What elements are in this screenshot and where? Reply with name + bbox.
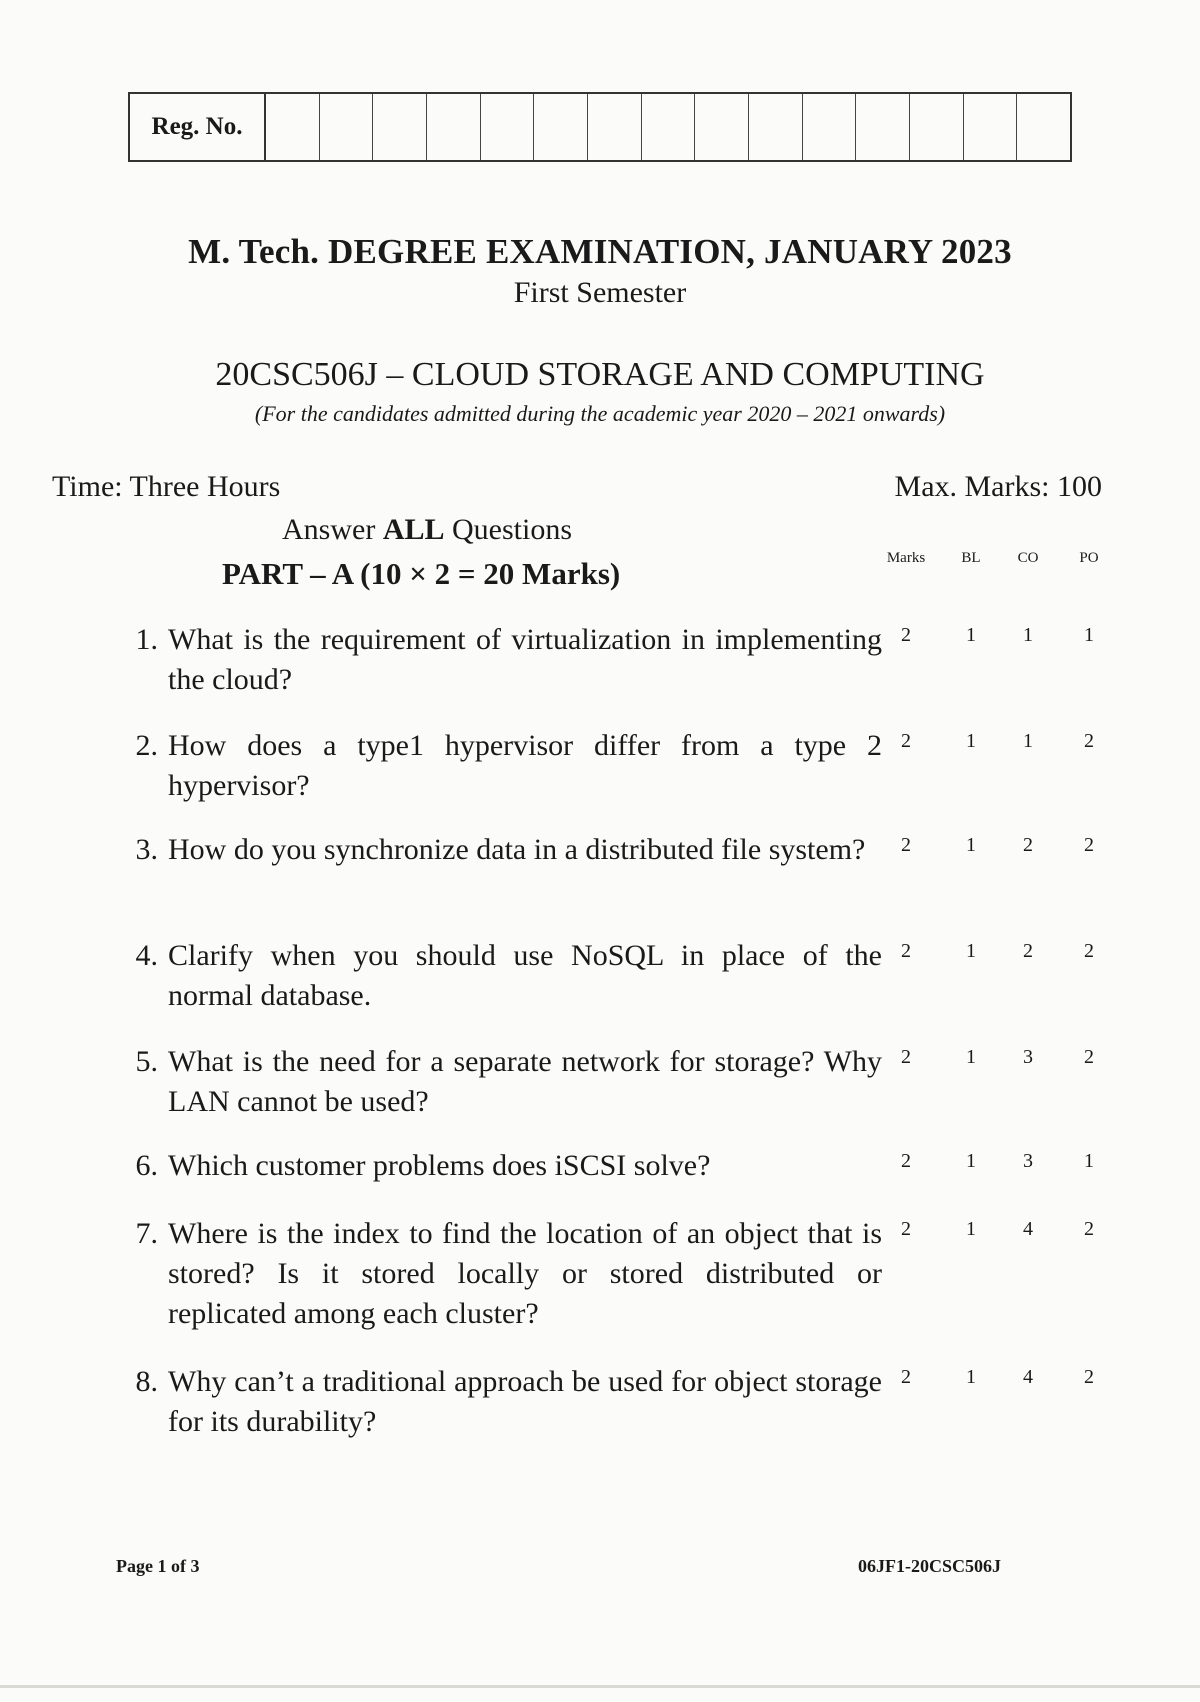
question-bl: 1 bbox=[966, 1218, 976, 1240]
reg-cell bbox=[588, 94, 642, 160]
question-number: 8. bbox=[135, 1365, 158, 1398]
question-marks: 2 bbox=[901, 1218, 911, 1240]
paper-code: 06JF1-20CSC506J bbox=[858, 1556, 1001, 1576]
question-item bbox=[112, 1146, 882, 1186]
question-text: Where is the index to find the location of an object that is stored? Is it stored locally or stored distributed or replicated among each cluster? bbox=[168, 1217, 882, 1330]
question-text: Why can’t a traditional approach be used for object storage for its durability? bbox=[168, 1365, 882, 1438]
question-number: 4. bbox=[135, 939, 158, 972]
reg-cell bbox=[695, 94, 749, 160]
question-marks: 2 bbox=[901, 1366, 911, 1388]
column-header-marks: Marks bbox=[886, 550, 926, 566]
question-text: What is the requirement of virtualization in implementing the cloud? bbox=[168, 623, 882, 696]
question-text: What is the need for a separate network for storage? Why LAN cannot be used? bbox=[168, 1045, 882, 1118]
answer-prefix: Answer bbox=[282, 513, 383, 546]
page-edge bbox=[0, 1685, 1200, 1688]
reg-cell bbox=[481, 94, 535, 160]
question-co: 2 bbox=[1023, 940, 1033, 962]
question-marks: 2 bbox=[901, 940, 911, 962]
reg-cell bbox=[642, 94, 696, 160]
time-duration: Time: Three Hours bbox=[52, 470, 281, 503]
question-text: How do you synchronize data in a distributed file system? bbox=[168, 833, 866, 866]
exam-title: M. Tech. DEGREE EXAMINATION, JANUARY 2023 bbox=[188, 232, 1012, 271]
question-number: 2. bbox=[135, 729, 158, 762]
reg-cell bbox=[803, 94, 857, 160]
question-co: 4 bbox=[1023, 1218, 1033, 1240]
admitted-note: (For the candidates admitted during the academic year 2020 – 2021 onwards) bbox=[254, 401, 946, 426]
reg-cell bbox=[964, 94, 1018, 160]
question-item bbox=[112, 726, 882, 806]
answer-all: ALL bbox=[382, 513, 445, 546]
question-co: 3 bbox=[1023, 1046, 1033, 1068]
question-bl: 1 bbox=[966, 940, 976, 962]
question-co: 3 bbox=[1023, 1150, 1033, 1172]
question-item bbox=[112, 1042, 882, 1122]
question-item bbox=[112, 1362, 882, 1442]
question-bl: 1 bbox=[966, 1046, 976, 1068]
question-bl: 1 bbox=[966, 1366, 976, 1388]
question-po: 2 bbox=[1084, 1046, 1094, 1068]
question-marks: 2 bbox=[901, 1150, 911, 1172]
column-header-co: CO bbox=[1017, 550, 1039, 566]
question-co: 1 bbox=[1023, 730, 1033, 752]
question-po: 1 bbox=[1084, 624, 1094, 646]
question-bl: 1 bbox=[966, 730, 976, 752]
reg-label: Reg. No. bbox=[130, 94, 266, 160]
reg-cell bbox=[534, 94, 588, 160]
question-number: 5. bbox=[135, 1045, 158, 1078]
question-bl: 1 bbox=[966, 834, 976, 856]
question-po: 1 bbox=[1084, 1150, 1094, 1172]
question-number: 7. bbox=[135, 1217, 158, 1250]
reg-cell bbox=[266, 94, 320, 160]
reg-cell bbox=[320, 94, 374, 160]
reg-cell bbox=[856, 94, 910, 160]
question-co: 4 bbox=[1023, 1366, 1033, 1388]
question-number: 3. bbox=[135, 833, 158, 866]
column-header-bl: BL bbox=[961, 550, 981, 566]
question-text: Which customer problems does iSCSI solve? bbox=[168, 1149, 711, 1182]
question-number: 6. bbox=[135, 1149, 158, 1182]
question-po: 2 bbox=[1084, 940, 1094, 962]
question-item bbox=[112, 936, 882, 1016]
course-title: 20CSC506J – CLOUD STORAGE AND COMPUTING bbox=[215, 356, 985, 393]
question-bl: 1 bbox=[966, 1150, 976, 1172]
question-marks: 2 bbox=[901, 624, 911, 646]
question-text: Clarify when you should use NoSQL in place of the normal database. bbox=[168, 939, 882, 1012]
question-po: 2 bbox=[1084, 1366, 1094, 1388]
part-heading: PART – A (10 × 2 = 20 Marks) bbox=[222, 556, 621, 591]
page-number: Page 1 of 3 bbox=[116, 1556, 200, 1576]
reg-cell bbox=[1017, 94, 1070, 160]
question-po: 2 bbox=[1084, 730, 1094, 752]
question-marks: 2 bbox=[901, 730, 911, 752]
answer-instruction bbox=[282, 513, 572, 547]
question-po: 2 bbox=[1084, 834, 1094, 856]
question-item bbox=[112, 1214, 882, 1334]
semester: First Semester bbox=[513, 276, 687, 309]
reg-cell bbox=[749, 94, 803, 160]
question-number: 1. bbox=[135, 623, 158, 656]
question-co: 1 bbox=[1023, 624, 1033, 646]
question-marks: 2 bbox=[901, 834, 911, 856]
max-marks: Max. Marks: 100 bbox=[894, 470, 1102, 503]
reg-cell bbox=[427, 94, 481, 160]
question-item bbox=[112, 620, 882, 700]
question-text: How does a type1 hypervisor differ from a type 2 hypervisor? bbox=[168, 729, 882, 802]
question-co: 2 bbox=[1023, 834, 1033, 856]
question-po: 2 bbox=[1084, 1218, 1094, 1240]
reg-cell bbox=[910, 94, 964, 160]
answer-suffix: Questions bbox=[444, 513, 572, 546]
question-item bbox=[112, 830, 882, 870]
reg-cell bbox=[373, 94, 427, 160]
question-bl: 1 bbox=[966, 624, 976, 646]
column-header-po: PO bbox=[1079, 550, 1099, 566]
reg-number-box bbox=[128, 92, 1072, 162]
question-marks: 2 bbox=[901, 1046, 911, 1068]
